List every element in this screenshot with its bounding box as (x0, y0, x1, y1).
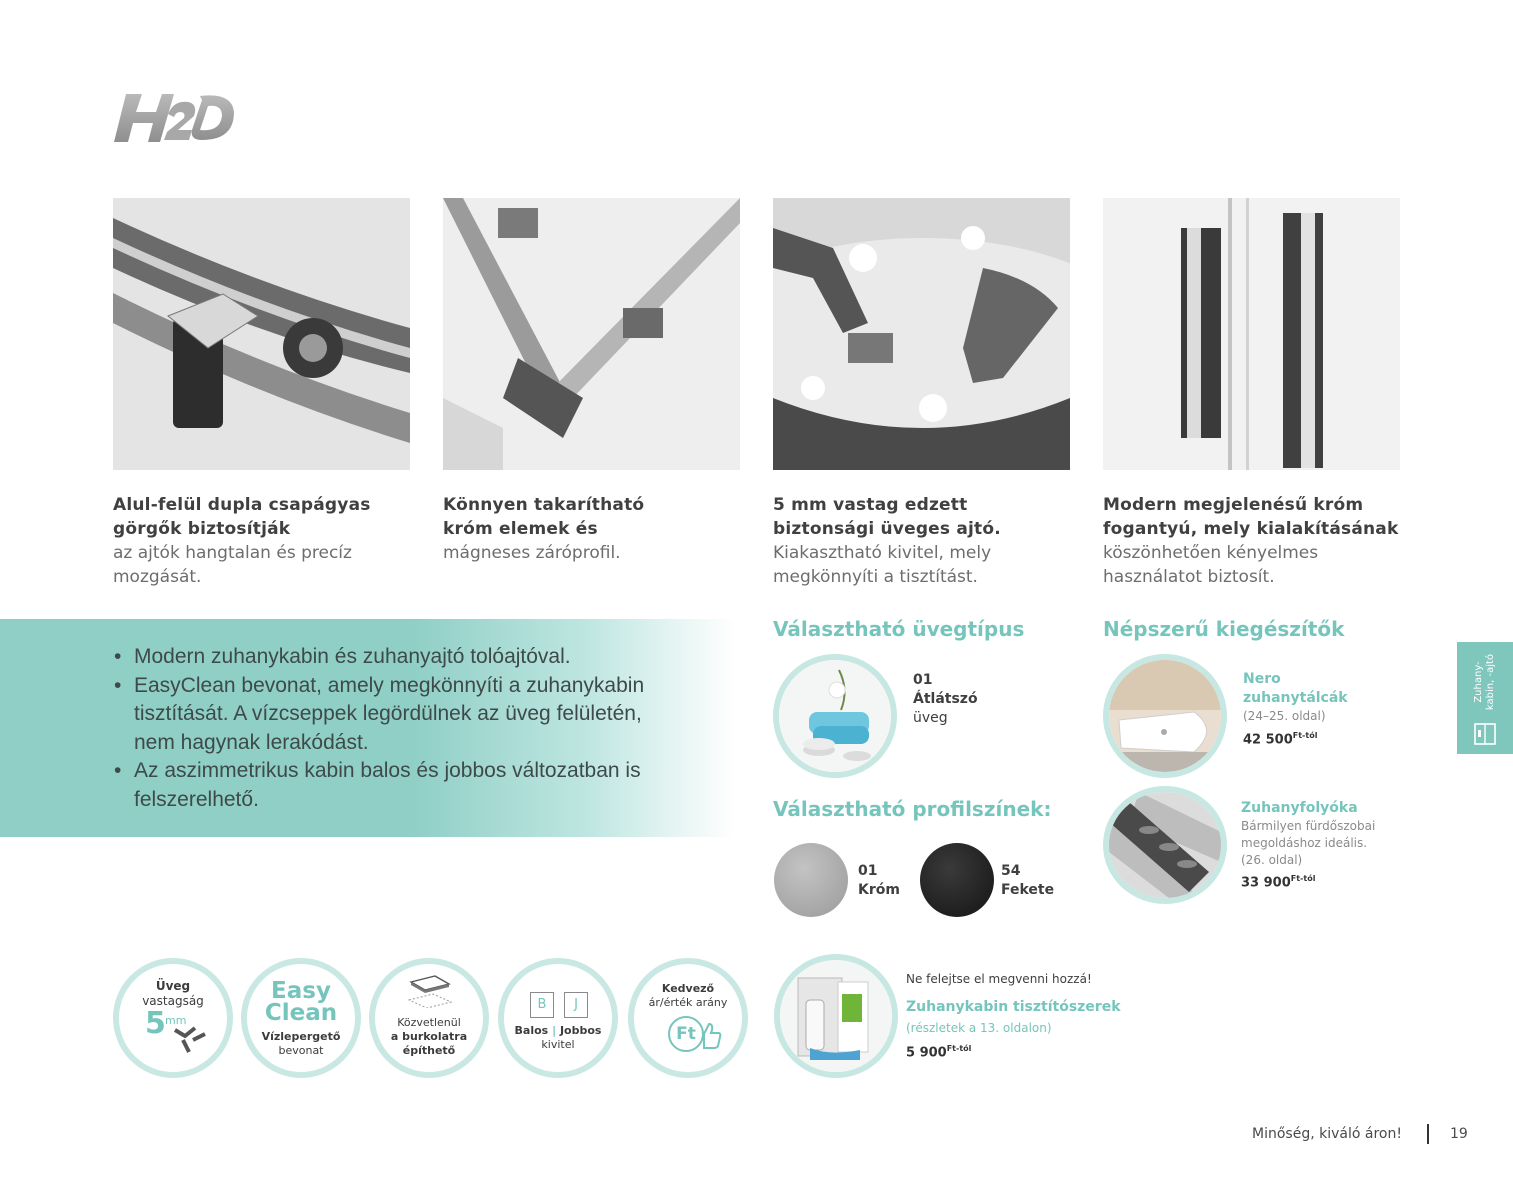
shower-drain-price (1241, 874, 1315, 890)
separator: | (552, 1024, 557, 1037)
price-value: 42 500 (1243, 732, 1293, 748)
feature-title: Modern megjelenésű króm fogantyú, mely kialakításának (1103, 495, 1399, 539)
shower-drain-sub-line2: megoldáshoz ideális. (1241, 836, 1368, 850)
left-right-badge (498, 958, 618, 1078)
price-value: 5 900 (906, 1045, 947, 1061)
accessories-heading: Népszerű kiegészítők (1103, 617, 1345, 641)
chrome-elements-photo (443, 198, 740, 470)
chrome-handle-photo (1103, 198, 1400, 470)
shower-cabin-icon (1473, 722, 1497, 746)
black-code: 54 (1001, 863, 1021, 879)
shower-drain-image (1103, 786, 1227, 904)
cleaner-note: Ne felejtse el megvenni hozzá! (906, 972, 1092, 986)
price-suffix: Ft-tól (946, 1044, 972, 1053)
feature-title: Alul-felül dupla csapágyas görgők biztosítják (113, 495, 371, 539)
feature-text: az ajtók hangtalan és precíz mozgását. (113, 543, 352, 587)
shower-drain-title: Zuhanyfolyóka (1241, 800, 1358, 816)
badge-line: vastagság (142, 994, 204, 1008)
shower-tray-image (1103, 654, 1227, 778)
glass-code: 01 (913, 672, 933, 688)
forint-icon: Ft (668, 1016, 704, 1052)
glass-thickness-icon (173, 1024, 207, 1054)
black-color-swatch (920, 843, 994, 917)
shower-drain-page-ref: (26. oldal) (1241, 853, 1303, 867)
badge-line: Easy (271, 978, 331, 1004)
cleaner-page-ref: (részletek a 13. oldalon) (906, 1021, 1052, 1035)
shower-tray-title-line2: zuhanytálcák (1243, 690, 1348, 706)
section-side-tab[interactable] (1457, 642, 1513, 754)
badge-big-number: 5 (145, 1006, 166, 1041)
cleaner-title: Zuhanykabin tisztítószerek (906, 999, 1121, 1015)
glass-type-heading: Választható üvegtípus (773, 617, 1025, 641)
value-badge (628, 958, 748, 1078)
right-label: Jobbos (559, 1024, 602, 1037)
chrome-color-swatch (774, 843, 848, 917)
price-suffix: Ft-tól (1290, 874, 1316, 883)
feature-text: köszönhetően kényelmes használatot biztosít. (1103, 543, 1319, 587)
shower-tray-price (1243, 731, 1317, 747)
badge-line: építhető (402, 1044, 456, 1057)
shower-tray-title: Nero (1243, 671, 1281, 687)
feature-caption-4 (1103, 493, 1403, 589)
badge-unit: mm (165, 1014, 187, 1027)
badge-line: bevonat (278, 1044, 324, 1057)
glass-thickness-badge (113, 958, 233, 1078)
feature-caption-1 (113, 493, 413, 589)
badge-line: kivitel (541, 1038, 575, 1051)
feature-caption-2 (443, 493, 673, 565)
badge-line: ár/érték arány (648, 996, 728, 1009)
tile-install-badge (369, 958, 489, 1078)
easyclean-badge (241, 958, 361, 1078)
roller-bearing-photo (113, 198, 410, 470)
chrome-code: 01 (858, 863, 878, 879)
glass-name-line2: üveg (913, 710, 948, 726)
left-label: Balos (514, 1024, 549, 1037)
bullet-item: • Az aszimmetrikus kabin balos és jobbos változatban is felszerelhető. (112, 757, 672, 814)
feature-caption-3 (773, 493, 1028, 589)
badge-line (504, 1024, 612, 1037)
badge-line: Közvetlenül (397, 1016, 461, 1029)
shower-tray-page-ref: (24–25. oldal) (1243, 709, 1326, 723)
footer-slogan: Minőség, kiváló áron! (1252, 1126, 1402, 1142)
black-name: Fekete (1001, 882, 1055, 898)
page-number: 19 (1450, 1126, 1468, 1142)
price-suffix: Ft-tól (1292, 731, 1318, 740)
glass-name: Átlátszó (913, 691, 978, 707)
feature-text: Kiakasztható kivitel, mely megkönnyíti a tisztítást. (773, 543, 992, 587)
cleaner-price (906, 1044, 971, 1060)
right-door-icon: J (564, 992, 588, 1018)
bullet-item: • Modern zuhanykabin és zuhanyajtó tolóajtóval. (112, 643, 672, 672)
badge-line: a burkolatra (390, 1030, 468, 1043)
feature-title: 5 mm vastag edzett biztonsági üveges ajtó. (773, 495, 1001, 539)
badge-line: Kedvező (661, 982, 715, 995)
badge-line: Üveg (155, 979, 191, 993)
left-door-icon: B (530, 992, 554, 1018)
chrome-name: Króm (858, 882, 900, 898)
footer-divider (1427, 1124, 1429, 1144)
price-value: 33 900 (1241, 875, 1291, 891)
side-tab-label-line2: kabin, -ajtó (1485, 653, 1496, 711)
side-tab-label (1473, 646, 1497, 718)
thumbs-up-icon (700, 1022, 722, 1050)
tray-install-icon (405, 974, 455, 1008)
bullet-item: • EasyClean bevonat, amely megkönnyíti a zuhanykabin tisztítását. A vízcseppek legördülnek az üveg felületén, nem hagynak lerakódást. (112, 672, 672, 758)
clear-glass-swatch (773, 654, 897, 778)
profile-color-heading: Választható profilszínek: (773, 797, 1052, 821)
feature-text: mágneses záróprofil. (443, 543, 621, 563)
feature-bullet-band (0, 619, 735, 837)
feature-title: Könnyen takarítható króm elemek és (443, 495, 645, 539)
cleaner-products-image (774, 954, 898, 1078)
tempered-glass-door-photo (773, 198, 1070, 470)
badge-line: Clean (264, 1000, 338, 1026)
badge-line: Vízlepergető (261, 1030, 341, 1043)
brand-logo (112, 90, 236, 146)
side-tab-label-line1: Zuhany- (1473, 661, 1484, 703)
shower-drain-sub: Bármilyen fürdőszobai (1241, 819, 1376, 833)
bullet-list (112, 643, 672, 814)
